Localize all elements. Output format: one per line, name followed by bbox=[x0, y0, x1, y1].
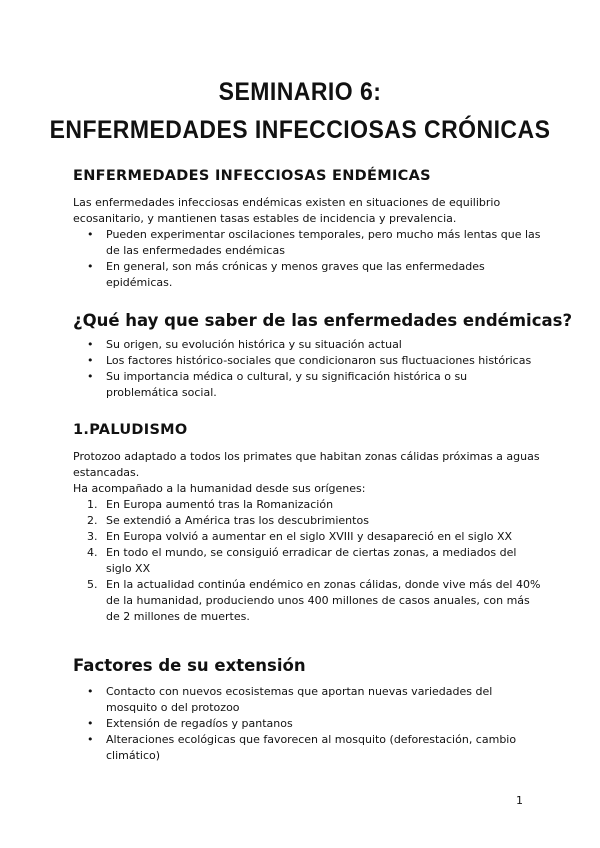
bullet-list bbox=[73, 227, 543, 291]
paragraph: Ha acompañado a la humanidad desde sus orígenes: bbox=[73, 482, 366, 495]
list-item: • Alteraciones ecológicas que favorecen al mosquito (deforestación, cambio climático) bbox=[73, 732, 543, 764]
page-number: 1 bbox=[516, 794, 523, 807]
list-item: • Extensión de regadíos y pantanos bbox=[73, 716, 543, 732]
list-item: • Los factores histórico-sociales que condicionaron sus fluctuaciones históricas bbox=[73, 353, 543, 369]
list-item: • Su importancia médica o cultural, y su significación histórica o su problemática social. bbox=[73, 369, 543, 401]
section-heading-endemicas: ENFERMEDADES INFECCIOSAS ENDÉMICAS bbox=[73, 168, 431, 184]
title-line-2: ENFERMEDADES INFECCIOSAS CRÓNICAS bbox=[49, 116, 551, 144]
bullet-list bbox=[73, 684, 543, 764]
list-item: • Contacto con nuevos ecosistemas que aportan nuevas variedades del mosquito o del protozoo bbox=[73, 684, 543, 716]
section-heading-que-saber: ¿Qué hay que saber de las enfermedades endémicas? bbox=[73, 311, 573, 330]
paragraph: Las enfermedades infecciosas endémicas existen en situaciones de equilibrio ecosanitario, y mantienen tasas estables de incidencia y prevalencia. bbox=[73, 196, 501, 225]
title-line-1: SEMINARIO 6: bbox=[218, 78, 382, 106]
list-item: • Su origen, su evolución histórica y su situación actual bbox=[73, 337, 543, 353]
list-item: 5. En la actualidad continúa endémico en zonas cálidas, donde vive más del 40% de la humanidad, produciendo unos 400 millones de casos anuales, con más de 2 millones de muertes. bbox=[87, 578, 541, 623]
paragraph: Protozoo adaptado a todos los primates que habitan zonas cálidas próximas a aguas estancadas. bbox=[73, 450, 540, 479]
list-item: 2. Se extendió a América tras los descubrimientos bbox=[87, 514, 369, 527]
list-item: 4. En todo el mundo, se consiguió erradicar de ciertas zonas, a mediados del siglo XX bbox=[87, 546, 517, 575]
section-heading-factores: Factores de su extensión bbox=[73, 656, 306, 675]
list-item: • Pueden experimentar oscilaciones temporales, pero mucho más lentas que las de las enfermedades endémicas bbox=[73, 227, 543, 259]
bullet-list bbox=[73, 337, 543, 401]
list-item: • En general, son más crónicas y menos graves que las enfermedades epidémicas. bbox=[73, 259, 543, 291]
list-item: 1. En Europa aumentó tras la Romanización bbox=[87, 498, 334, 511]
list-item: 3. En Europa volvió a aumentar en el siglo XVIII y desapareció en el siglo XX bbox=[87, 530, 513, 543]
numbered-list bbox=[73, 497, 543, 625]
section-heading-paludismo: 1.PALUDISMO bbox=[73, 422, 188, 438]
